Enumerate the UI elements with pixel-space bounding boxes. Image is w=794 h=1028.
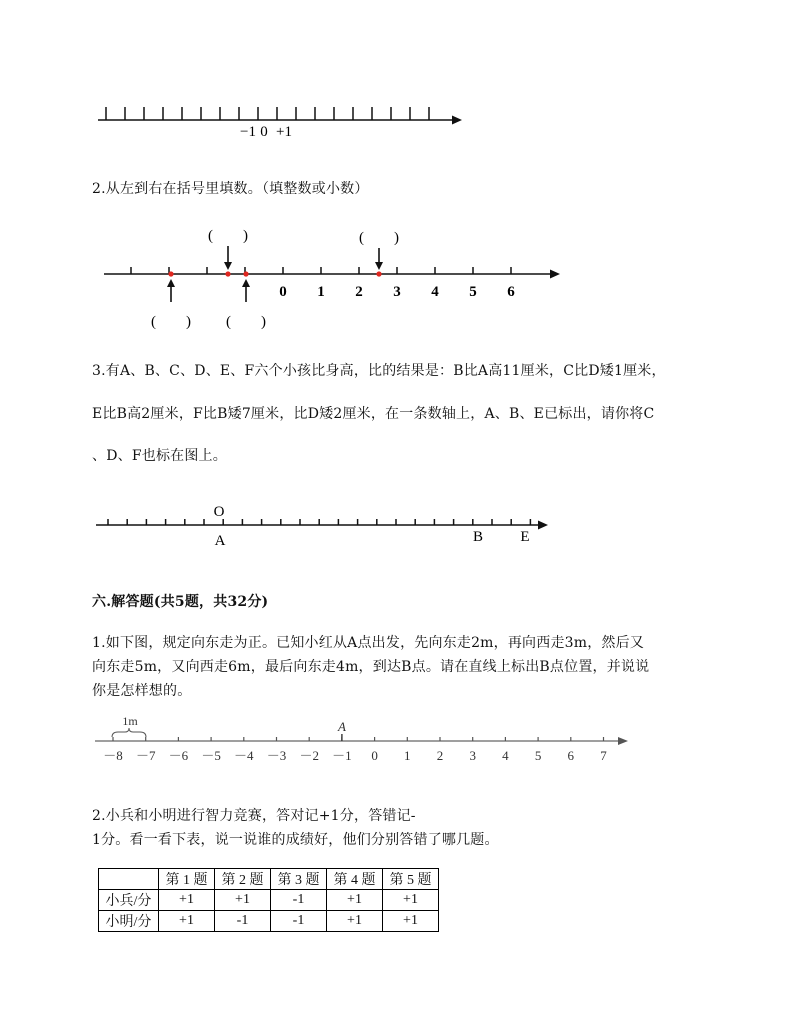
label-b: B — [472, 529, 484, 545]
arrow-up-icon — [167, 279, 175, 302]
number-line-4 — [90, 712, 635, 768]
label-e: E — [520, 529, 530, 545]
tick-label: 3 — [393, 284, 401, 300]
tick-label: －5 — [201, 748, 221, 763]
number-line-1 — [90, 96, 470, 142]
label-a: A — [214, 533, 226, 549]
table-header-cell: 第 4 题 — [327, 869, 383, 890]
tick-label: －4 — [234, 748, 254, 763]
solution-1-line-3: 你是怎样想的。 — [92, 683, 192, 699]
table-cell: +1 — [383, 890, 439, 911]
tick-label: 1 — [404, 748, 411, 763]
point-a-label: A — [338, 719, 346, 734]
table-cell: -1 — [271, 911, 327, 932]
tick-label: －8 — [103, 748, 123, 763]
unit-label: 1m — [122, 714, 138, 728]
unit-brace — [112, 728, 146, 737]
table-header-cell: 第 3 题 — [271, 869, 327, 890]
marker-point — [243, 271, 248, 276]
marker-point — [225, 271, 230, 276]
tick-label: 3 — [469, 748, 476, 763]
table-header-cell: 第 2 题 — [215, 869, 271, 890]
tick-label: －7 — [135, 748, 156, 763]
marker-point — [376, 271, 381, 276]
tick-label: －2 — [299, 748, 319, 763]
marker-point — [168, 271, 173, 276]
table-cell: -1 — [271, 890, 327, 911]
question-2-text: 2.从左到右在括号里填数。（填整数或小数） — [92, 181, 369, 197]
tick-label: 6 — [567, 748, 575, 763]
table-cell: +1 — [159, 911, 215, 932]
tick-label: －3 — [266, 748, 287, 763]
table-cell: +1 — [383, 911, 439, 932]
arrow-down-icon — [375, 248, 383, 270]
table-cell: +1 — [327, 890, 383, 911]
tick-label: 2 — [355, 284, 363, 300]
tick-label: －1 — [332, 748, 352, 763]
tick-label: －6 — [168, 748, 189, 763]
score-table — [98, 868, 439, 932]
nl1-label-0: 0 — [260, 124, 268, 140]
table-header-row — [99, 869, 439, 890]
nl1-label-plus1: +1 — [276, 124, 292, 140]
table-cell: +1 — [215, 890, 271, 911]
table-header-cell: 第 5 题 — [383, 869, 439, 890]
label-o: O — [213, 504, 225, 520]
tick-label: 5 — [469, 284, 477, 300]
table-cell: 小明/分 — [99, 911, 159, 932]
table-cell: +1 — [327, 911, 383, 932]
tick-label: 0 — [279, 284, 287, 300]
table-header-cell — [99, 869, 159, 890]
blank-parentheses: ( ) — [151, 314, 191, 330]
tick-label: 6 — [507, 284, 515, 300]
tick-label: 5 — [534, 748, 542, 763]
table-cell: +1 — [159, 890, 215, 911]
question-3-line-2: E比B高2厘米，F比B矮7厘米，比D矮2厘米，在一条数轴上，A、B、E已标出，请你将C — [92, 406, 655, 422]
number-line-3 — [88, 498, 558, 550]
question-3-line-1: 3.有A、B、C、D、E、F六个小孩比身高，比的结果是：B比A高11厘米，C比D矮1厘米， — [92, 363, 666, 379]
tick-label: 4 — [502, 748, 509, 763]
tick-label: 1 — [317, 284, 325, 300]
arrow-down-icon — [224, 246, 232, 270]
solution-2-line-2: 1分。看一看下表，说一说谁的成绩好，他们分别答错了哪几题。 — [92, 832, 499, 848]
solution-2-line-1: 2.小兵和小明进行智力竞赛，答对记+1分，答错记- — [92, 808, 416, 824]
blank-parentheses: ( ) — [359, 230, 399, 246]
section-heading: 六.解答题(共5题，共32分) — [92, 594, 269, 610]
blank-parentheses: ( ) — [226, 314, 266, 330]
table-cell: -1 — [215, 911, 271, 932]
tick-label: 0 — [371, 748, 378, 763]
solution-1-line-1: 1.如下图，规定向东走为正。已知小红从A点出发，先向东走2m，再向西走3m，然后又 — [92, 635, 645, 651]
tick-label: 4 — [431, 284, 439, 300]
table-cell: 小兵/分 — [99, 890, 159, 911]
question-3-line-3: 、D、F也标在图上。 — [92, 448, 227, 464]
blank-parentheses: ( ) — [208, 228, 248, 244]
table-row — [99, 890, 439, 911]
nl1-label-minus1: −1 — [240, 124, 256, 140]
solution-1-line-2: 向东走5m，又向西走6m，最后向东走4m，到达B点。请在直线上标出B点位置，并说说 — [92, 659, 650, 675]
table-row — [99, 911, 439, 932]
table-header-cell: 第 1 题 — [159, 869, 215, 890]
arrow-up-icon — [242, 279, 250, 302]
tick-label: 7 — [600, 748, 607, 763]
tick-label: 2 — [436, 748, 444, 763]
number-line-2 — [96, 222, 566, 334]
